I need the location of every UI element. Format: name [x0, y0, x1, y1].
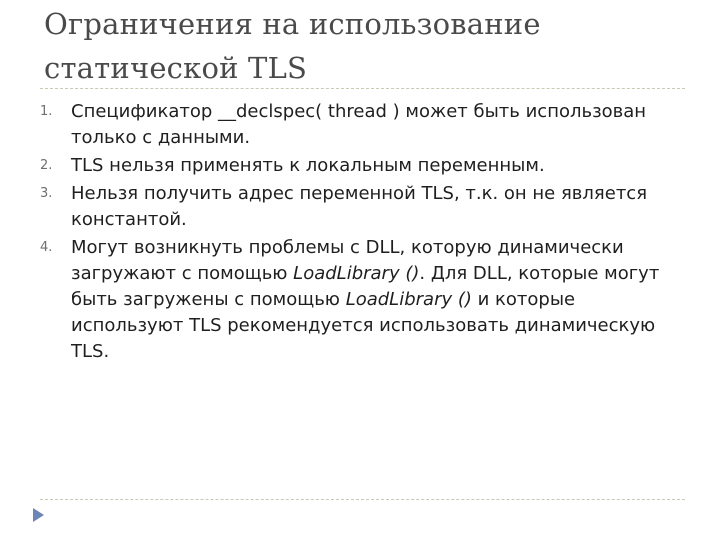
- list-item-4: [40, 235, 680, 365]
- list-number: 4.: [40, 240, 53, 255]
- bottom-divider: [40, 499, 685, 500]
- list-item-3: [40, 181, 680, 233]
- list-item-text: Нельзя получить адрес переменной TLS, т.к. он не является константой.: [71, 183, 648, 230]
- list-item-text-part2: . Для DLL, которые могут быть загружены с помощью: [71, 263, 660, 310]
- play-arrow-icon[interactable]: [31, 507, 45, 523]
- list-item-text-part1: Могут возникнуть проблемы с DLL, которую динамически загружают с помощью: [71, 237, 624, 284]
- list-item-text-part3: и которые используют TLS рекомендуется использовать динамическую TLS.: [71, 289, 656, 362]
- list-item-text: TLS нельзя применять к локальным переменным.: [71, 155, 545, 176]
- list-item-1: [40, 99, 680, 151]
- slide-title-line1: Ограничения на использование: [44, 7, 541, 41]
- list-item-italic-function: LoadLibrary (): [293, 263, 420, 284]
- slide-title: [44, 2, 684, 90]
- numbered-list: [40, 99, 680, 367]
- list-item-italic-function: LoadLibrary (): [345, 289, 472, 310]
- list-number: 2.: [40, 158, 53, 173]
- slide-title-line2: статической TLS: [44, 51, 308, 85]
- list-number: 1.: [40, 104, 53, 119]
- list-item-text: Спецификатор __declspec( thread ) может быть использован только с данными.: [71, 101, 647, 148]
- list-item-2: [40, 153, 680, 179]
- top-divider: [40, 88, 685, 89]
- list-number: 3.: [40, 186, 53, 201]
